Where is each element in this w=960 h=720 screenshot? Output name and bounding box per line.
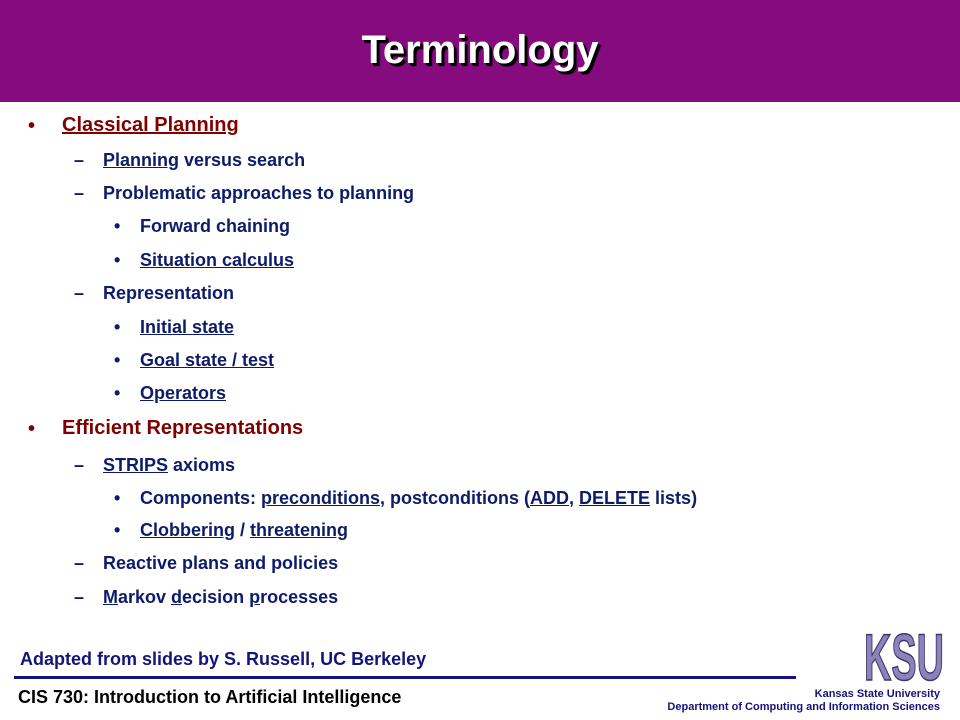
add-text: ADD — [530, 488, 570, 508]
heading-classical-planning — [62, 114, 239, 137]
decision-rest: ecision — [182, 587, 250, 607]
slash-text: / — [235, 520, 251, 540]
situation-calculus-text: Situation calculus — [140, 250, 295, 270]
bullet: • — [114, 317, 121, 337]
svg-text:KSU: KSU — [864, 622, 944, 686]
markov-m: M — [103, 587, 118, 607]
item-operators — [140, 383, 226, 404]
planning-text: Planning — [103, 150, 179, 170]
dash: – — [74, 150, 85, 170]
slide-title: Terminology — [361, 28, 599, 72]
heading-efficient-representations: Efficient Representations — [62, 417, 304, 439]
bullet: • — [114, 520, 121, 540]
operators-text: Operators — [140, 383, 227, 403]
bullet: • — [28, 115, 36, 137]
dash: – — [74, 553, 85, 573]
bullet: • — [114, 250, 121, 270]
markov-rest: arkov — [118, 587, 172, 607]
threatening-text: threatening — [250, 520, 349, 540]
bullet: • — [114, 488, 121, 508]
item-problematic: Problematic approaches to planning — [103, 183, 415, 203]
postconditions-text: , postconditions ( — [380, 488, 531, 508]
delete-text: DELETE — [579, 488, 651, 508]
item-clobbering — [140, 520, 348, 541]
dash: – — [74, 283, 85, 303]
dash: – — [74, 587, 85, 607]
university-name: Kansas State University — [814, 688, 940, 700]
item-reactive: Reactive plans and policies — [103, 553, 339, 573]
lists-text: lists) — [650, 488, 698, 508]
comma-text: , — [569, 488, 580, 508]
versus-search-text: versus search — [179, 150, 306, 170]
item-representation: Representation — [103, 283, 235, 303]
bullet: • — [114, 350, 121, 370]
item-situation-calculus — [140, 250, 294, 271]
dash: – — [74, 183, 85, 203]
footer-credit: Adapted from slides by S. Russell, UC Berkeley — [20, 649, 427, 669]
classical-planning-text: Classical Planning — [62, 114, 239, 136]
item-forward-chaining: Forward chaining — [140, 216, 291, 236]
ksu-logo — [862, 622, 946, 686]
department-name: Department of Computing and Information Sciences — [667, 701, 940, 713]
footer-university-block — [667, 688, 940, 714]
dash: – — [74, 455, 85, 475]
item-goal-state — [140, 350, 274, 371]
footer-course: CIS 730: Introduction to Artificial Intelligence — [18, 687, 402, 707]
item-components — [140, 488, 697, 509]
components-prefix: Components: — [140, 488, 261, 508]
bullet: • — [28, 418, 36, 440]
goal-state-text: Goal state / test — [140, 350, 275, 370]
item-strips-axioms — [103, 455, 235, 476]
decision-d: d — [171, 587, 183, 607]
strips-text: STRIPS — [103, 455, 169, 475]
item-markov — [103, 587, 338, 608]
initial-state-text: Initial state — [140, 317, 235, 337]
bullet: • — [114, 383, 121, 403]
processes-rest: rocesses — [260, 587, 339, 607]
item-initial-state — [140, 317, 234, 338]
processes-p: p — [249, 587, 261, 607]
footer-divider — [14, 676, 796, 679]
preconditions-text: preconditions — [261, 488, 381, 508]
clobbering-text: Clobbering — [140, 520, 235, 540]
axioms-text: axioms — [168, 455, 236, 475]
item-planning-vs-search — [103, 150, 305, 171]
bullet: • — [114, 216, 121, 236]
